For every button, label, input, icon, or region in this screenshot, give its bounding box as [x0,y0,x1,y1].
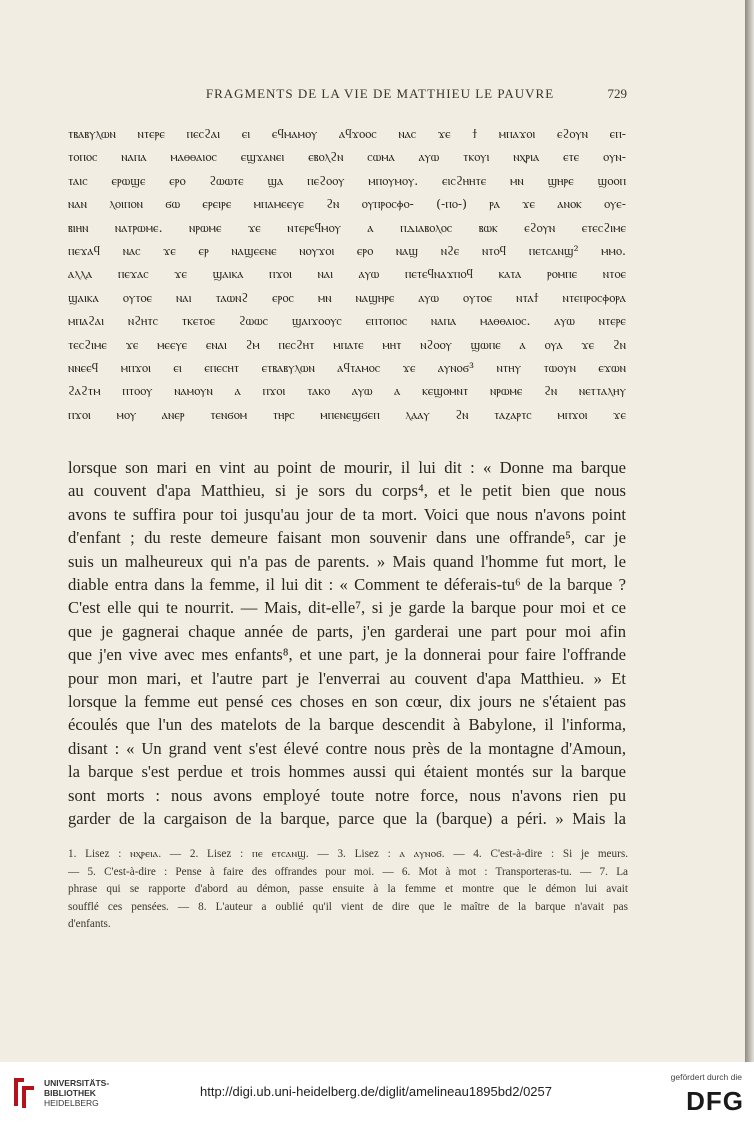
dfg-logo: DFG [686,1086,744,1116]
french-line: pour mon mari, et l'autre part je l'enverrai au couvent d'apa Matthieu. » Et [68,668,626,688]
funded-by-label: gefördert durch die [670,1072,742,1082]
running-head: FRAGMENTS DE LA VIE DE MATTHIEU LE PAUVRE [205,86,555,101]
french-line: avons te suffira pour toi jusqu'au jour de ta mort. Voici que nous n'avons point [68,504,626,524]
french-line: au couvent d'apa Matthieu, si je sors du corps⁴, et le petit bien que nous [68,481,626,501]
coptic-line: ⲛⲛⲉⲉϥ ⲙⲡϫⲟⲓ ⲉⲓ ⲉⲡⲉⲥⲏⲧ ⲉⲧⲃⲁⲃⲩⲗⲱⲛ ⲁϥⲧⲁⲙⲟⲥ ϫⲉ ⲁⲩⲛⲟϭ³ ⲛⲧⲏⲩ ⲧⲱⲟⲩⲛ ⲉϫⲱⲛ [68,360,626,376]
french-line: sont morts : nous avons employé toute notre force, nous n'avons rien pu [68,785,626,805]
footnote-line: phrase qui se rapporte d'abord au démon, passe ensuite à la femme et montre que le démon lui avait [68,883,628,896]
page-edge-shadow [745,0,754,1124]
french-line: suis un malheureux qui n'a pas de parents. » Mais quand l'homme fut mort, le [68,551,626,571]
coptic-text-block [68,122,626,426]
library-name-line3: HEIDELBERG [44,1098,99,1108]
library-name-line2: BIBLIOTHEK [44,1088,96,1098]
coptic-line: ϣⲁⲓⲕⲁ ⲟⲩⲧⲟⲉ ⲛⲁⲓ ⲧⲁⲱⲛϩ ⲉⲣⲟⲥ ⲙⲛ ⲛⲁϣⲏⲣⲉ ⲁⲩⲱ ⲟⲩⲧⲟⲉ ⲛⲧⲁϯ ⲛⲧⲉⲡⲣⲟⲥⲫⲟⲣⲁ [68,289,626,305]
french-line: disant : « Un grand vent s'est élevé contre nous près de la montagne d'Amoun, [68,738,626,758]
french-line: lorsque son mari en vint au point de mourir, il lui dit : « Donne ma barque [68,458,626,477]
coptic-line: ⲧⲟⲡⲟⲥ ⲛⲁⲡⲁ ⲙⲁⲑⲑⲁⲓⲟⲥ ⲉϣϫⲁⲛⲉⲓ ⲉⲃⲟⲗϩⲛ ⲥⲱⲙⲁ ⲁⲩⲱ ⲧⲕⲟⲩⲓ ⲛⲭⲣⲓⲁ ⲉⲧⲉ ⲟⲩⲛ- [68,149,626,165]
french-line: garder de la cargaison de la barque, parce que la (barque) a péri. » Mais la [68,809,626,829]
page-number: 729 [607,86,627,101]
coptic-line: ⲙⲡⲁϩⲁⲓ ⲛϩⲏⲧⲥ ⲧⲕⲉⲧⲟⲉ ϩⲱⲱⲥ ϣⲁⲓϫⲟⲟⲩⲥ ⲉⲡⲧⲟⲡⲟⲥ ⲛⲁⲡⲁ ⲙⲁⲑⲑⲁⲓⲟⲥ. ⲁⲩⲱ ⲛⲧⲉⲣⲉ [68,313,626,329]
coptic-line: ⲡⲉϫⲁϥ ⲛⲁⲥ ϫⲉ ⲉⲣ ⲛⲁϣⲉⲉⲛⲉ ⲛⲟⲩϫⲟⲓ ⲉⲣⲟ ⲛⲁϣ ⲛϩⲉ ⲛⲧⲟϥ ⲡⲉⲧⲥⲁⲛϣ² ⲙⲙⲟ. [68,243,626,259]
footnote-line: d'enfants. [68,918,111,931]
french-line: la barque s'est perdue et trois hommes aussi qui étaient montés sur la barque [68,762,626,782]
library-name-line1: UNIVERSITÄTS- [44,1078,110,1088]
french-line: que je gagnerai chaque année de parts, j'en garderai une part pour moi afin [68,621,626,641]
coptic-line: ⲁⲗⲗⲁ ⲡⲉϫⲁⲥ ϫⲉ ϣⲁⲓⲕⲁ ⲡϫⲟⲓ ⲛⲁⲓ ⲁⲩⲱ ⲡⲉⲧⲉϥⲛⲁϫⲡⲟϥ ⲕⲁⲧⲁ ⲣⲟⲙⲡⲉ ⲛⲧⲟⲉ [68,266,626,282]
permalink-url[interactable]: http://digi.ub.uni-heidelberg.de/diglit/amelineau1895bd2/0257 [200,1084,552,1099]
french-line: diable entra dans la femme, il lui dit : « Comment te déferais-tu⁶ de la barque ? [68,575,626,595]
french-line: C'est elle qui te nourrit. — Mais, dit-elle⁷, si je garde la barque pour moi et ce [68,598,626,618]
footnotes-block [68,846,628,934]
coptic-line: ⲧⲃⲁⲃⲩⲗⲱⲛ ⲛⲧⲉⲣⲉ ⲡⲉⲥϩⲁⲓ ⲉⲓ ⲉϥⲙⲁⲙⲟⲩ ⲁϥϫⲟⲟⲥ ⲛⲁⲥ ϫⲉ ϯ ⲙⲡⲁϫⲟⲓ ⲉϩⲟⲩⲛ ⲉⲡ- [68,126,626,141]
french-line: que j'en vive avec mes enfants⁸, et une part, je la donnerai pour faire l'offrande [68,645,626,665]
coptic-line: ⲡϫⲟⲓ ⲙⲟⲩ ⲁⲛⲉⲣ ⲧⲉⲛϭⲟⲙ ⲧⲏⲣⲥ ⲙⲡⲉⲛⲉϣϭⲉⲡ ⲗⲁⲁⲩ ϩⲛ ⲧⲁⲍⲁⲣⲧⲥ ⲙⲡϫⲟⲓ ϫⲉ [68,406,626,422]
coptic-line: ⲧⲁⲓⲥ ⲉⲣⲱϣⲉ ⲉⲣⲟ ϩⲱⲱⲧⲉ ϣⲁ ⲡⲉϩⲟⲟⲩ ⲙⲡⲟⲩⲙⲟⲩ. ⲉⲓⲥϩⲏⲏⲧⲉ ⲙⲛ ϣⲏⲣⲉ ϣⲟⲟⲡ [68,172,626,188]
footnote-line: 1. Lisez : ⲛⲭⲣⲉⲓⲁ. — 2. Lisez : ⲡⲉ ⲉⲧⲥⲁⲛϣ. — 3. Lisez : ⲁ ⲁⲩⲛⲟϭ. — 4. C'est-à-dire : Si je meurs. [68,848,628,860]
french-line: écoulés que l'un des matelots de la barque descendit à Babylone, il l'informa, [68,715,626,735]
footnote-line: soufflé ces pensées. — 8. L'auteur a oublié qu'il vient de dire que le maître de la barque n'avait pas [68,900,628,913]
heidelberg-library-logo-icon [10,1076,38,1110]
coptic-line: ϩⲁϩⲧⲙ ⲡⲧⲟⲟⲩ ⲛⲁⲙⲟⲩⲛ ⲁ ⲡϫⲟⲓ ⲧⲁⲕⲟ ⲁⲩⲱ ⲁ ⲕⲉϣⲟⲙⲛⲧ ⲛⲣⲱⲙⲉ ϩⲛ ⲛⲉⲧⲧⲁⲗⲏⲩ [68,383,626,399]
french-translation-block [68,456,626,831]
french-line: lorsque la femme eut pensé ces choses en son cœur, dix jours ne s'étaient pas [68,692,626,712]
coptic-line: ⲧⲉⲥϩⲓⲙⲉ ϫⲉ ⲙⲉⲉⲩⲉ ⲉⲛⲁⲓ ϩⲙ ⲡⲉⲥϩⲏⲧ ⲙⲡⲁⲧⲉ ⲙⲏⲧ ⲛϩⲟⲟⲩ ϣⲱⲡⲉ ⲁ ⲟⲩⲁ ϫⲉ ϩⲛ [68,336,626,352]
library-name [44,1078,109,1108]
footnote-line: — 5. C'est-à-dire : Pense à faire des offrandes pour moi. — 6. Mot à mot : Transporteras-tu. — 7. La [68,865,628,878]
coptic-line: ⲛⲁⲛ ⲗⲟⲓⲡⲟⲛ ϭⲱ ⲉⲣⲉⲓⲣⲉ ⲙⲡⲁⲙⲉⲉⲩⲉ ϩⲛ ⲟⲩⲡⲣⲟⲥⲫⲟ- (-ⲡⲟ-) ⲣⲁ ϫⲉ ⲁⲛⲟⲕ ⲟⲩⲉ- [68,196,626,212]
french-line: d'enfant ; du reste demeure faisant mon souvenir dans une offrande⁵, car je [68,528,626,548]
digitization-footer [0,1062,754,1124]
coptic-line: ⲃⲓⲏⲛ ⲛⲁⲧⲣⲱⲙⲉ. ⲛⲣⲱⲙⲉ ϫⲉ ⲛⲧⲉⲣⲉϥⲙⲟⲩ ⲁ ⲡⲇⲓⲁⲃⲟⲗⲟⲥ ⲃⲱⲕ ⲉϩⲟⲩⲛ ⲉⲧⲉⲥϩⲓⲙⲉ [68,219,626,235]
